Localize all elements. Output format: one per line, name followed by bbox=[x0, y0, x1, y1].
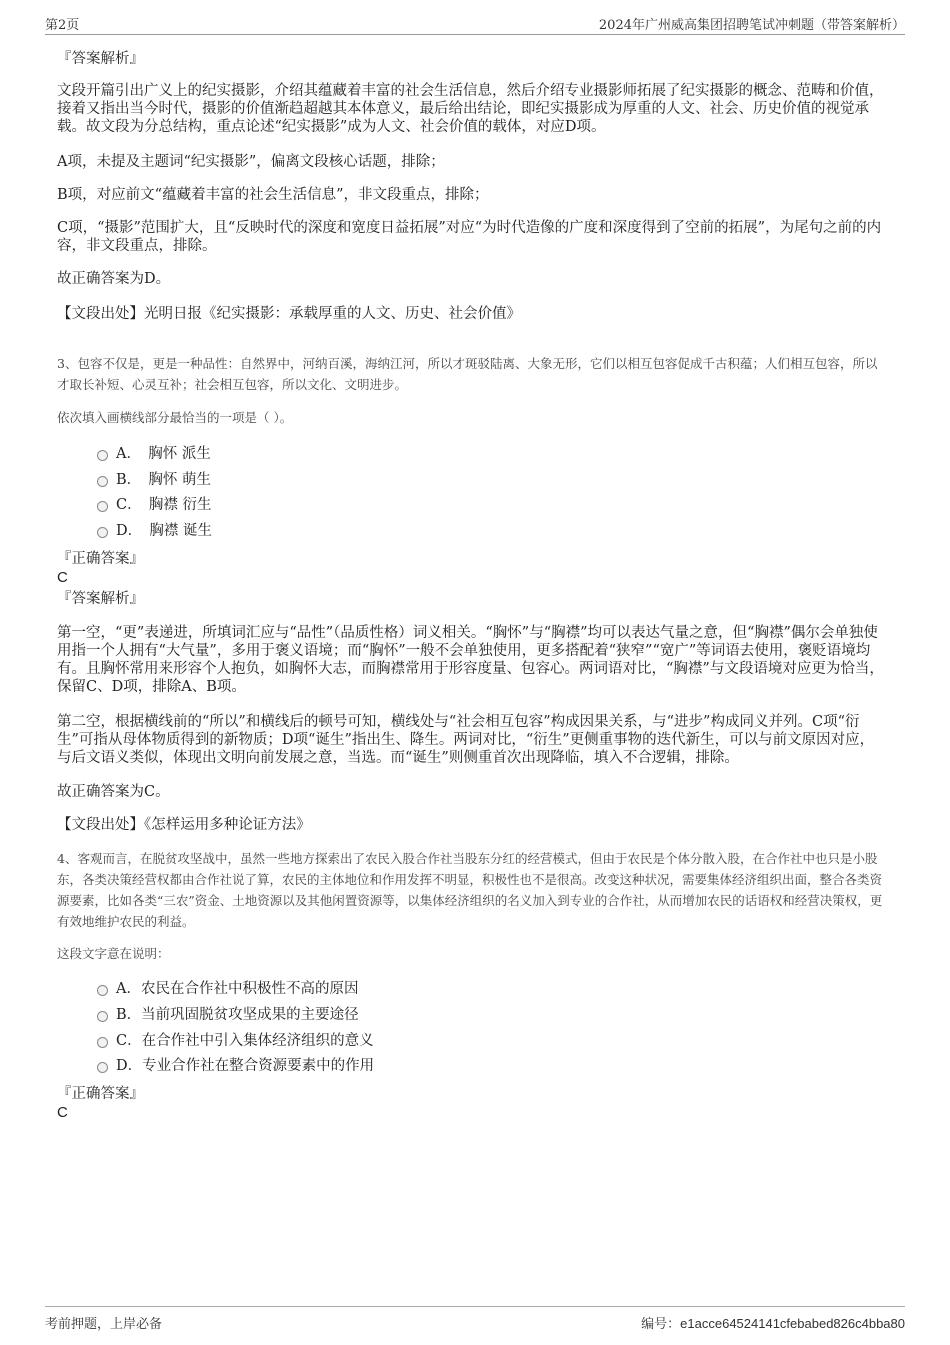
option-b[interactable]: B． 胸怀 萌生 bbox=[97, 471, 211, 489]
radio-icon[interactable] bbox=[97, 985, 108, 996]
analysis-paragraph: C项，“摄影”范围扩大，且“反映时代的深度和宽度日益拓展”对应“为时代造像的广度和深度得到了空前的拓展”，为尾句之前的内容，非文段重点，排除。 bbox=[57, 220, 882, 254]
correct-answer: C bbox=[57, 569, 68, 586]
question-prompt: 这段文字意在说明： bbox=[57, 946, 170, 961]
radio-icon[interactable] bbox=[97, 1011, 108, 1022]
correct-answer-label: 『正确答案』 bbox=[57, 1086, 144, 1102]
document-title: 2024年广州威高集团招聘笔试冲刺题（带答案解析） bbox=[598, 18, 905, 33]
page-number: 第2页 bbox=[45, 18, 80, 33]
radio-icon[interactable] bbox=[97, 527, 108, 538]
source-citation: 【文段出处】光明日报《纪实摄影：承载厚重的人文、历史、社会价值》 bbox=[57, 306, 521, 322]
question-stem: 4、客观而言，在脱贫攻坚战中，虽然一些地方探索出了农民入股合作社当股东分红的经营模式，但由于农民是个体分散入股，在合作社中也只是小股东，各类决策经营权都由合作社说了算，农民的主体地位和作用发挥不明显，积极性也不是很高。改变这种状况，需要集体经济组织出面，整合各类资源要素，比如各类“三农”资金、土地资源以及其他闲置资源等，以集体经济组织的名义加入到专业的合作社，从而增加农民的话语权和经营决策权，更有效地维护农民的利益。 bbox=[57, 851, 883, 929]
option-c[interactable]: C．在合作社中引入集体经济组织的意义 bbox=[97, 1032, 374, 1050]
conclusion-text: 故正确答案为D。 bbox=[57, 271, 171, 287]
analysis-paragraph: 第二空，根据横线前的“所以”和横线后的顿号可知，横线处与“社会相互包容”构成因果关系，与“进步”构成同义并列。C项“衍生”可指从母体物质得到的新物质；D项“诞生”指出生、降生。两词对比，“衍生”更侧重事物的迭代新生，可以与前文原因对应，与后文语义类似，体现出文明向前发展之意，当选。而“诞生”则侧重首次出现降临，填入不合逻辑，排除。 bbox=[57, 714, 875, 766]
correct-answer-label: 『正确答案』 bbox=[57, 551, 144, 567]
radio-icon[interactable] bbox=[97, 476, 108, 487]
analysis-label: 『答案解析』 bbox=[57, 51, 144, 67]
question-prompt: 依次填入画横线部分最恰当的一项是（ ）。 bbox=[57, 410, 293, 425]
analysis-paragraph: A项，未提及主题词“纪实摄影”，偏离文段核心话题，排除； bbox=[57, 154, 445, 170]
footer-slogan: 考前押题，上岸必备 bbox=[45, 1317, 163, 1332]
page-footer bbox=[45, 1306, 905, 1331]
radio-icon[interactable] bbox=[97, 1062, 108, 1073]
option-a[interactable]: A． 胸怀 派生 bbox=[97, 445, 211, 463]
option-c[interactable]: C． 胸襟 衍生 bbox=[97, 496, 211, 514]
radio-icon[interactable] bbox=[97, 450, 108, 461]
document-code: 编号：e1acce64524141cfebabed826c4bba80 bbox=[641, 1316, 905, 1331]
source-citation: 【文段出处】《怎样运用多种论证方法》 bbox=[57, 817, 311, 833]
correct-answer: C bbox=[57, 1104, 68, 1121]
radio-icon[interactable] bbox=[97, 1037, 108, 1048]
option-d[interactable]: D．专业合作社在整合资源要素中的作用 bbox=[97, 1057, 374, 1075]
option-a[interactable]: A．农民在合作社中积极性不高的原因 bbox=[97, 980, 358, 998]
analysis-label: 『答案解析』 bbox=[57, 591, 144, 607]
analysis-paragraph: B项，对应前文“蕴藏着丰富的社会生活信息”，非文段重点，排除； bbox=[57, 187, 489, 203]
analysis-paragraph: 文段开篇引出广义上的纪实摄影，介绍其蕴藏着丰富的社会生活信息，然后介绍专业摄影师拓展了纪实摄影的概念、范畴和价值，接着又指出当今时代，摄影的价值渐趋超越其本体意义，最后给出结论，即纪实摄影成为厚重的人文、社会、历史价值的视觉承载。故文段为分总结构，重点论述“纪实摄影”成为人文、社会价值的载体，对应D项。 bbox=[57, 83, 884, 135]
option-b[interactable]: B．当前巩固脱贫攻坚成果的主要途径 bbox=[97, 1006, 359, 1024]
question-stem: 3、包容不仅是，更是一种品性：自然界中，河纳百溪，海纳江河，所以才斑驳陆离、大象无形，它们以相互包容促成千古积蕴；人们相互包容，所以才取长补短、心灵互补；社会相互包容，所以文化、文明进步。 bbox=[57, 356, 878, 392]
page-header bbox=[45, 14, 905, 35]
option-d[interactable]: D． 胸襟 诞生 bbox=[97, 522, 212, 540]
analysis-paragraph: 第一空，“更”表递进，所填词汇应与“品性”（品质性格）词义相关。“胸怀”与“胸襟”均可以表达气量之意，但“胸襟”偶尔会单独使用指一个人拥有“大气量”，多用于褒义语境；而“胸怀”一般不会单独使用，更多搭配着“狭窄”“宽广”等词语去使用，褒贬语境均有。且胸怀常用来形容个人抱负，如胸怀大志，而胸襟常用于形容度量、包容心。两词语对比，“胸襟”与文段语境对应更为恰当，保留C、D项，排除A、B项。 bbox=[57, 625, 884, 695]
conclusion-text: 故正确答案为C。 bbox=[57, 784, 170, 800]
radio-icon[interactable] bbox=[97, 501, 108, 512]
